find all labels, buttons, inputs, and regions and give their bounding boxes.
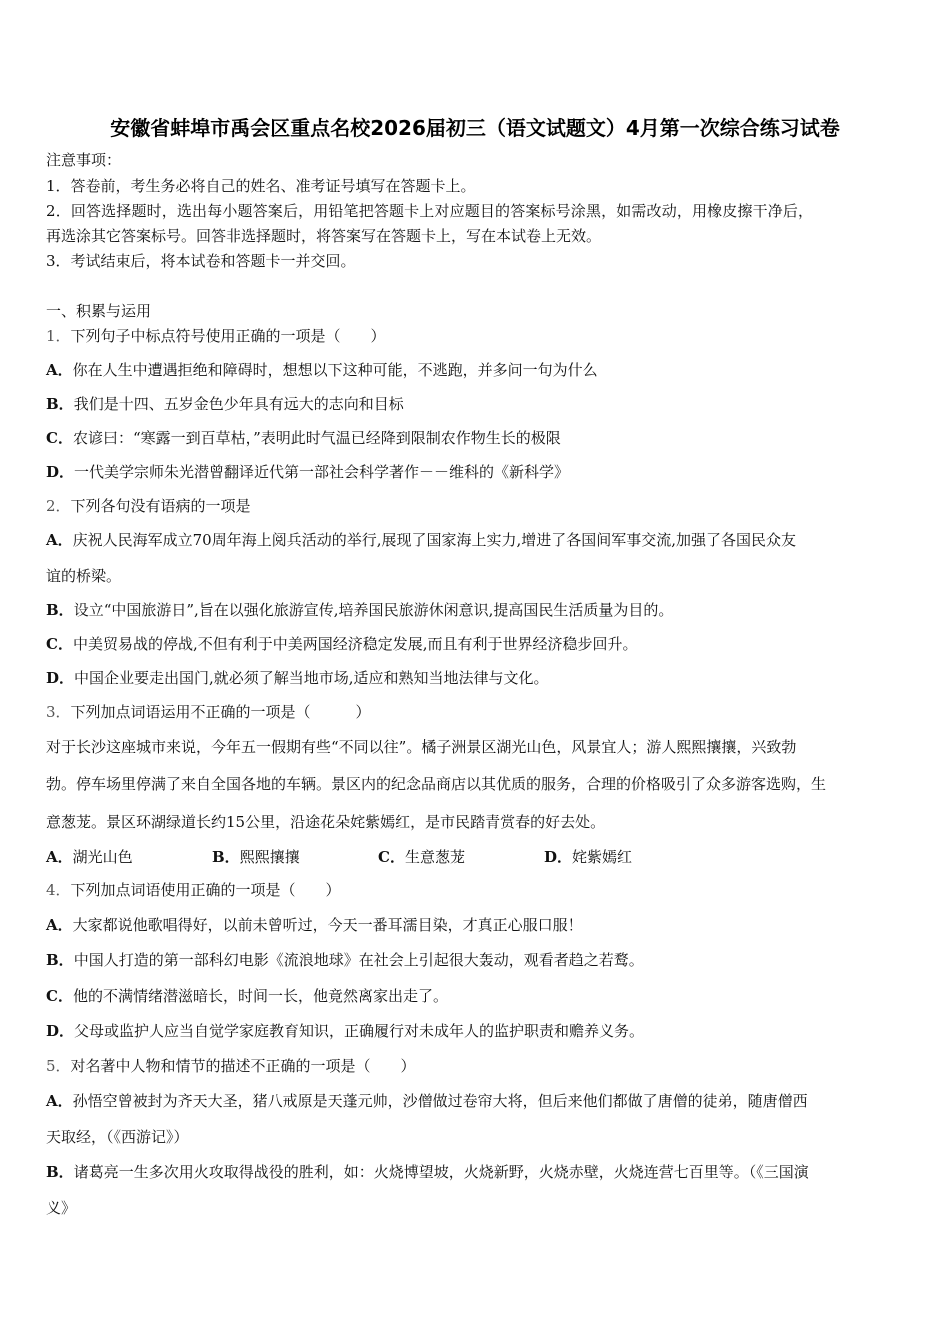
option-label: C． <box>378 848 405 866</box>
notice-item: 再选涂其它答案标号。回答非选择题时，将答案写在答题卡上，写在本试卷上无效。 <box>46 227 602 245</box>
option-text: 大家都说他歌唱得好，以前未曾听过，今天一番耳濡目染，才真正心服口服！ <box>72 916 583 934</box>
notice-heading: 注意事项： <box>46 151 122 169</box>
question-number: 1． <box>46 327 71 345</box>
option-label: A． <box>46 916 73 934</box>
question-2-stem <box>46 496 251 516</box>
question-4-stem <box>46 880 341 900</box>
question-3-passage: 对于长沙这座城市来说，今年五一假期有些“不同以往”。橘子洲景区湖光山色，风景宜人；游人熙熙攘攘，兴致勃 <box>46 738 797 756</box>
option-text: 设立“中国旅游日”,旨在以强化旅游宣传,培养国民旅游休闲意识,提高国民生活质量为目的。 <box>73 601 674 619</box>
question-1-option-a <box>46 360 598 380</box>
page-title: 安徽省蚌埠市禹会区重点名校2026届初三（语文试题文）4月第一次综合练习试卷 <box>110 116 840 140</box>
option-text: 他的不满情绪潜滋暗长，时间一长，他竟然离家出走了。 <box>72 987 448 1005</box>
option-label: D． <box>46 463 75 481</box>
question-2-option-d <box>46 668 549 688</box>
option-label: D． <box>544 848 573 866</box>
option-text: 姹紫嫣红 <box>572 848 633 866</box>
option-text: 生意葱茏 <box>404 848 465 866</box>
option-label: D． <box>46 669 75 687</box>
option-text: 庆祝人民海军成立70周年海上阅兵活动的举行,展现了国家海上实力,增进了各国间军事交流,加强了各国民众友 <box>72 531 797 549</box>
question-5-option-a-cont: 天取经，（《西游记》） <box>46 1128 189 1146</box>
question-3-option-c <box>378 847 544 867</box>
option-text: 一代美学宗师朱光潜曾翻译近代第一部社会科学著作－－维科的《新科学》 <box>74 463 570 481</box>
option-label: A． <box>46 848 73 866</box>
option-text: 我们是十四、五岁金色少年具有远大的志向和目标 <box>73 395 404 413</box>
question-1-option-c <box>46 428 561 448</box>
option-text: 中美贸易战的停战,不但有利于中美两国经济稳定发展,而且有利于世界经济稳步回升。 <box>72 635 638 653</box>
section-heading: 一、积累与运用 <box>46 302 152 320</box>
option-text: 湖光山色 <box>72 848 133 866</box>
question-1-option-b <box>46 394 404 414</box>
question-5-option-a <box>46 1091 808 1111</box>
question-number: 4． <box>46 881 71 899</box>
question-3-options <box>46 847 632 867</box>
question-5-option-b-cont: 义》 <box>46 1199 77 1217</box>
option-label: B． <box>46 395 74 413</box>
option-label: A． <box>46 531 73 549</box>
notice-item: 2．回答选择题时，选出每小题答案后，用铅笔把答题卡上对应题目的答案标号涂黑，如需改动，用橡皮擦干净后， <box>46 202 814 220</box>
option-text: 中国人打造的第一部科幻电影《流浪地球》在社会上引起很大轰动，观看者趋之若鹜。 <box>73 951 644 969</box>
question-3-option-d <box>544 847 632 867</box>
question-text: 下列各句没有语病的一项是 <box>70 497 251 515</box>
question-4-option-d <box>46 1021 644 1041</box>
option-text: 中国企业要走出国门,就必须了解当地市场,适应和熟知当地法律与文化。 <box>74 669 549 687</box>
question-3-option-b <box>212 847 378 867</box>
question-5-stem <box>46 1056 416 1076</box>
question-1-option-d <box>46 462 569 482</box>
question-text: 下列加点词语运用不正确的一项是（ ） <box>70 703 371 721</box>
option-text: 农谚曰：“寒露一到百草枯，”表明此时气温已经降到限制农作物生长的极限 <box>72 429 561 447</box>
question-2-option-a-cont: 谊的桥梁。 <box>46 567 122 585</box>
notice-item: 1．答卷前，考生务必将自己的姓名、准考证号填写在答题卡上。 <box>46 177 476 195</box>
question-number: 5． <box>46 1057 71 1075</box>
question-text: 对名著中人物和情节的描述不正确的一项是（ ） <box>70 1057 416 1075</box>
option-label: B． <box>46 601 74 619</box>
question-text: 下列加点词语使用正确的一项是（ ） <box>70 881 341 899</box>
question-number: 3． <box>46 703 71 721</box>
question-3-passage: 意葱茏。景区环湖绿道长约15公里，沿途花朵姹紫嫣红，是市民踏青赏春的好去处。 <box>46 813 606 831</box>
option-label: B． <box>46 1163 74 1181</box>
question-4-option-a <box>46 915 583 935</box>
notice-item: 3．考试结束后，将本试卷和答题卡一并交回。 <box>46 252 356 270</box>
question-1-stem <box>46 326 386 346</box>
question-2-option-b <box>46 600 673 620</box>
question-4-option-b <box>46 950 644 970</box>
option-label: D． <box>46 1022 75 1040</box>
question-3-option-a <box>46 847 212 867</box>
question-4-option-c <box>46 986 448 1006</box>
option-text: 你在人生中遭遇拒绝和障碍时，想想以下这种可能，不逃跑，并多问一句为什么 <box>72 361 598 379</box>
option-label: C． <box>46 429 73 447</box>
question-3-stem <box>46 702 371 722</box>
option-text: 孙悟空曾被封为齐天大圣，猪八戒原是天蓬元帅，沙僧做过卷帘大将，但后来他们都做了唐僧的徒弟，随唐僧西 <box>72 1092 808 1110</box>
option-text: 诸葛亮一生多次用火攻取得战役的胜利，如：火烧博望坡，火烧新野，火烧赤壁，火烧连营七百里等。（《三国演 <box>73 1163 809 1181</box>
question-text: 下列句子中标点符号使用正确的一项是（ ） <box>70 327 386 345</box>
option-label: A． <box>46 361 73 379</box>
option-text: 熙熙攘攘 <box>239 848 300 866</box>
question-3-passage: 勃。停车场里停满了来自全国各地的车辆。景区内的纪念品商店以其优质的服务，合理的价格吸引了众多游客选购，生 <box>46 775 827 793</box>
option-label: C． <box>46 987 73 1005</box>
option-label: B． <box>212 848 240 866</box>
question-5-option-b <box>46 1162 809 1182</box>
option-label: A． <box>46 1092 73 1110</box>
question-2-option-a <box>46 530 796 550</box>
option-label: C． <box>46 635 73 653</box>
option-label: B． <box>46 951 74 969</box>
option-text: 父母或监护人应当自觉学家庭教育知识，正确履行对未成年人的监护职责和赡养义务。 <box>74 1022 645 1040</box>
question-2-option-c <box>46 634 638 654</box>
question-number: 2． <box>46 497 71 515</box>
